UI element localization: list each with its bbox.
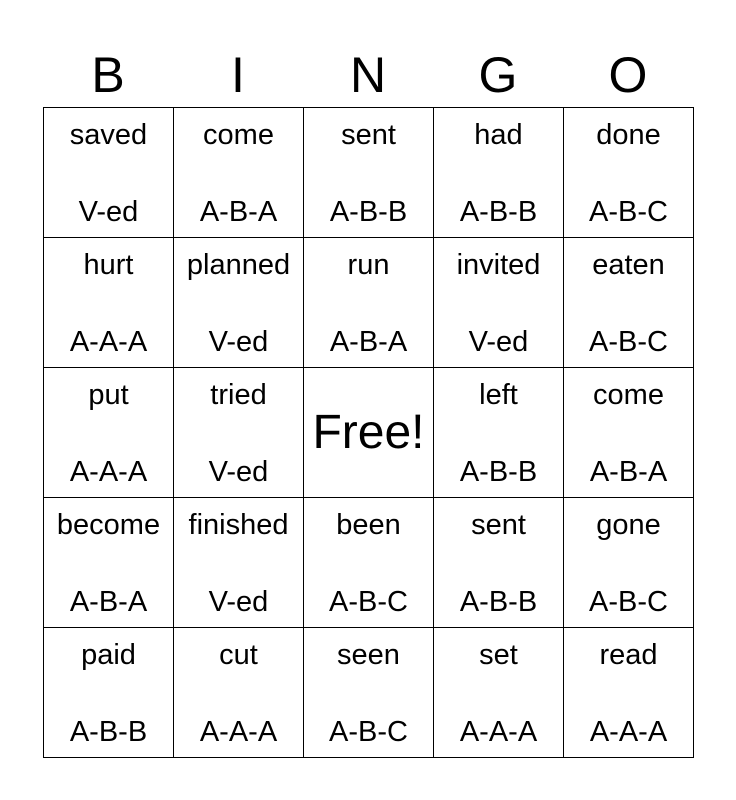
bingo-cell[interactable]	[564, 498, 694, 628]
cell-word: read	[599, 639, 658, 671]
bingo-cell[interactable]	[304, 628, 434, 758]
cell-pattern: A-B-C	[329, 586, 408, 618]
header-letter-o: O	[608, 47, 648, 103]
bingo-cell[interactable]	[434, 108, 564, 238]
bingo-cell[interactable]	[44, 628, 174, 758]
cell-pattern: A-B-A	[199, 196, 278, 228]
header-letter-n: N	[349, 47, 387, 103]
cell-word: cut	[219, 639, 258, 671]
cell-pattern: A-B-B	[459, 456, 538, 488]
cell-word: run	[347, 249, 390, 281]
bingo-cell[interactable]	[174, 108, 304, 238]
cell-word: sent	[341, 119, 396, 151]
bingo-cell[interactable]	[434, 628, 564, 758]
cell-pattern: A-B-C	[589, 326, 668, 358]
cell-word: finished	[188, 509, 289, 541]
cell-pattern: V-ed	[468, 326, 529, 358]
free-space-cell[interactable]	[304, 368, 434, 498]
bingo-cell[interactable]	[434, 368, 564, 498]
bingo-cell[interactable]	[564, 108, 694, 238]
cell-pattern: A-B-C	[589, 586, 668, 618]
header-letter-i: I	[231, 47, 245, 103]
cell-word: saved	[69, 119, 148, 151]
bingo-cell[interactable]	[564, 628, 694, 758]
bingo-board	[43, 107, 694, 758]
bingo-header	[43, 44, 693, 106]
cell-word: planned	[186, 249, 291, 281]
cell-pattern: A-A-A	[459, 716, 538, 748]
cell-word: done	[596, 119, 661, 151]
cell-word: paid	[81, 639, 136, 671]
cell-word: left	[479, 379, 518, 411]
cell-word: tried	[210, 379, 267, 411]
cell-word: eaten	[592, 249, 665, 281]
bingo-cell[interactable]	[174, 628, 304, 758]
cell-word: set	[479, 639, 518, 671]
bingo-cell[interactable]	[174, 238, 304, 368]
header-letter-b: B	[91, 47, 125, 103]
cell-word: come	[203, 119, 274, 151]
cell-word: seen	[337, 639, 400, 671]
cell-pattern: V-ed	[208, 586, 269, 618]
bingo-cell[interactable]	[304, 498, 434, 628]
bingo-cell[interactable]	[304, 108, 434, 238]
cell-pattern: A-B-B	[459, 196, 538, 228]
free-space-label: Free!	[312, 406, 425, 459]
cell-pattern: A-B-A	[589, 456, 668, 488]
bingo-cell[interactable]	[44, 498, 174, 628]
cell-word: had	[474, 119, 523, 151]
bingo-cell[interactable]	[564, 238, 694, 368]
cell-pattern: V-ed	[78, 196, 139, 228]
cell-pattern: A-B-A	[69, 586, 148, 618]
cell-pattern: A-B-C	[589, 196, 668, 228]
cell-word: invited	[456, 249, 541, 281]
bingo-cell[interactable]	[434, 498, 564, 628]
cell-word: hurt	[83, 249, 134, 281]
cell-pattern: V-ed	[208, 326, 269, 358]
cell-word: put	[88, 379, 129, 411]
cell-pattern: A-B-A	[329, 326, 408, 358]
bingo-cell[interactable]	[174, 368, 304, 498]
cell-word: been	[336, 509, 401, 541]
cell-pattern: A-B-B	[329, 196, 408, 228]
cell-pattern: A-B-C	[329, 716, 408, 748]
cell-pattern: A-A-A	[199, 716, 278, 748]
cell-pattern: V-ed	[208, 456, 269, 488]
header-letter-g: G	[478, 47, 518, 103]
bingo-cell[interactable]	[174, 498, 304, 628]
bingo-cell[interactable]	[44, 368, 174, 498]
cell-pattern: A-B-B	[69, 716, 148, 748]
bingo-cell[interactable]	[434, 238, 564, 368]
cell-pattern: A-A-A	[69, 456, 148, 488]
cell-pattern: A-A-A	[69, 326, 148, 358]
cell-pattern: A-A-A	[589, 716, 668, 748]
bingo-cell[interactable]	[564, 368, 694, 498]
cell-pattern: A-B-B	[459, 586, 538, 618]
cell-word: come	[593, 379, 664, 411]
bingo-cell[interactable]	[44, 238, 174, 368]
cell-word: gone	[596, 509, 661, 541]
cell-word: sent	[471, 509, 526, 541]
bingo-cell[interactable]	[304, 238, 434, 368]
cell-word: become	[56, 509, 161, 541]
bingo-cell[interactable]	[44, 108, 174, 238]
